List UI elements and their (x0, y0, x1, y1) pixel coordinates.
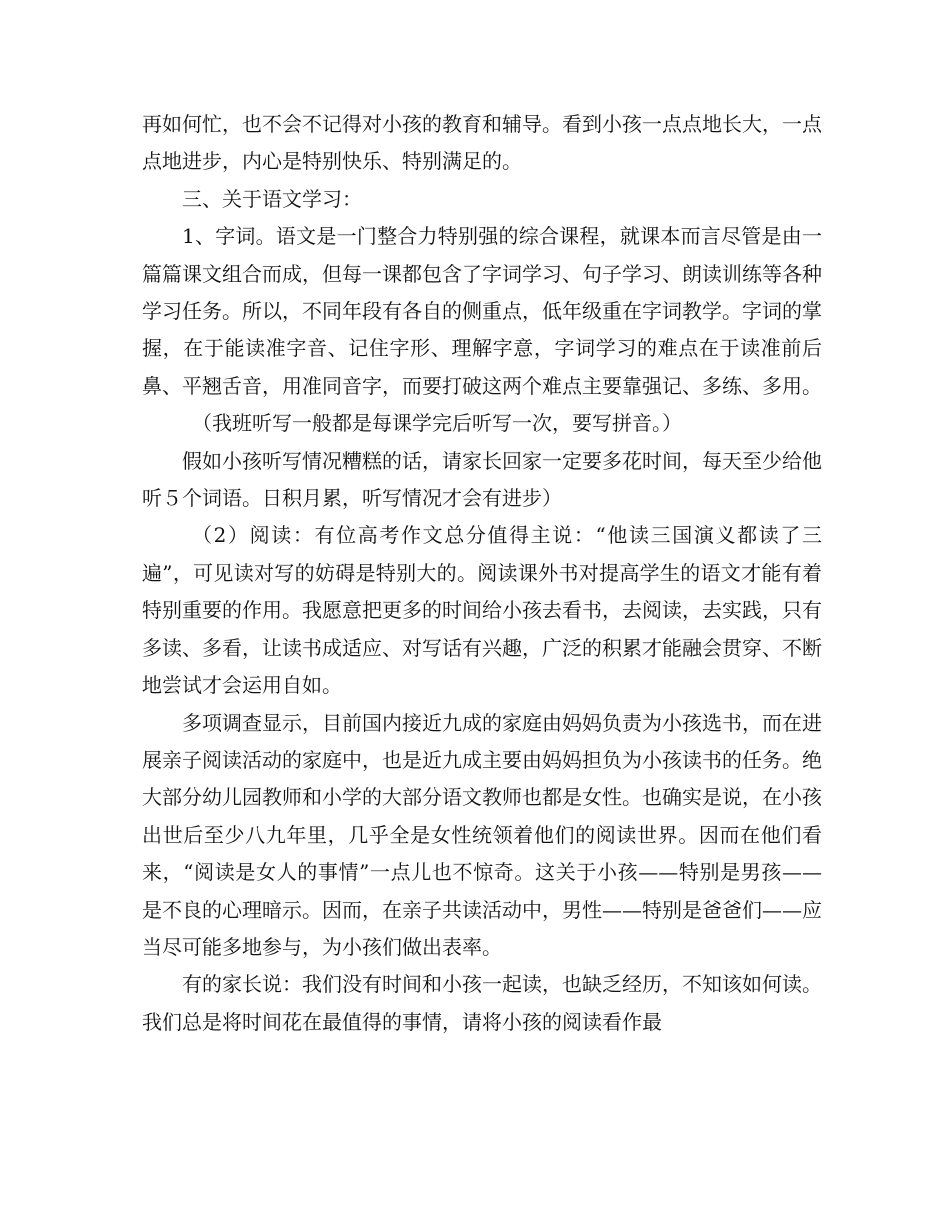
paragraph-survey: 多项调查显示，目前国内接近九成的家庭由妈妈负责为小孩选书，而在进展亲子阅读活动的家庭中，也是近九成主要由妈妈担负为小孩读书的任务。绝大部分幼儿园教师和小学的大部分语文教师也都是女性。也确实是说，在小孩出世后至少八九年里，几乎全是女性统领着他们的阅读世界。因而在他们看来，“阅读是女人的事情”一点儿也不惊奇。这关于小孩——特别是男孩——是不良的心理暗示。因而，在亲子共读活动中，男性——特别是爸爸们——应当尽可能多地参与，为小孩们做出表率。 (142, 710, 822, 959)
paragraph-parents: 有的家长说：我们没有时间和小孩一起读，也缺乏经历，不知该如何读。我们总是将时间花在最值得的事情，请将小孩的阅读看作最 (142, 972, 822, 1034)
document-body (142, 106, 822, 1041)
paragraph-dictation-note: （我班听写一般都是每课学完后听写一次，要写拼音。） (192, 411, 682, 436)
paragraph-reading: （2）阅读：有位高考作文总分值得主说：“他读三国演义都读了三遍”，可见读对写的妨碍是特别大的。阅读课外书对提高学生的语文才能有着特别重要的作用。我愿意把更多的时间给小孩去看书，去阅读，去实践，只有多读、多看，让读书成适应、对写话有兴趣，广泛的积累才能融会贯穿、不断地尝试才会运用自如。 (142, 523, 822, 698)
paragraph-continuation: 再如何忙，也不会不记得对小孩的教育和辅导。看到小孩一点点地长大，一点点地进步，内心是特别快乐、特别满足的。 (142, 112, 822, 174)
section-heading: 三、关于语文学习： (182, 186, 362, 211)
paragraph-dictation-advice: 假如小孩听写情况糟糕的话，请家长回家一定要多花时间，每天至少给他听５个词语。日积月累，听写情况才会有进步） (142, 448, 822, 511)
paragraph-vocabulary: 1、字词。语文是一门整合力特别强的综合课程，就课本而言尽管是由一篇篇课文组合而成，但每一课都包含了字词学习、句子学习、朗读训练等各种学习任务。所以，不同年段有各自的侧重点，低年级重在字词教学。字词的掌握，在于能读准字音、记住字形、理解字意，字词学习的难点在于读准前后鼻、平翘舌音，用准同音字，而要打破这两个难点主要靠强记、多练、多用。 (142, 224, 822, 398)
